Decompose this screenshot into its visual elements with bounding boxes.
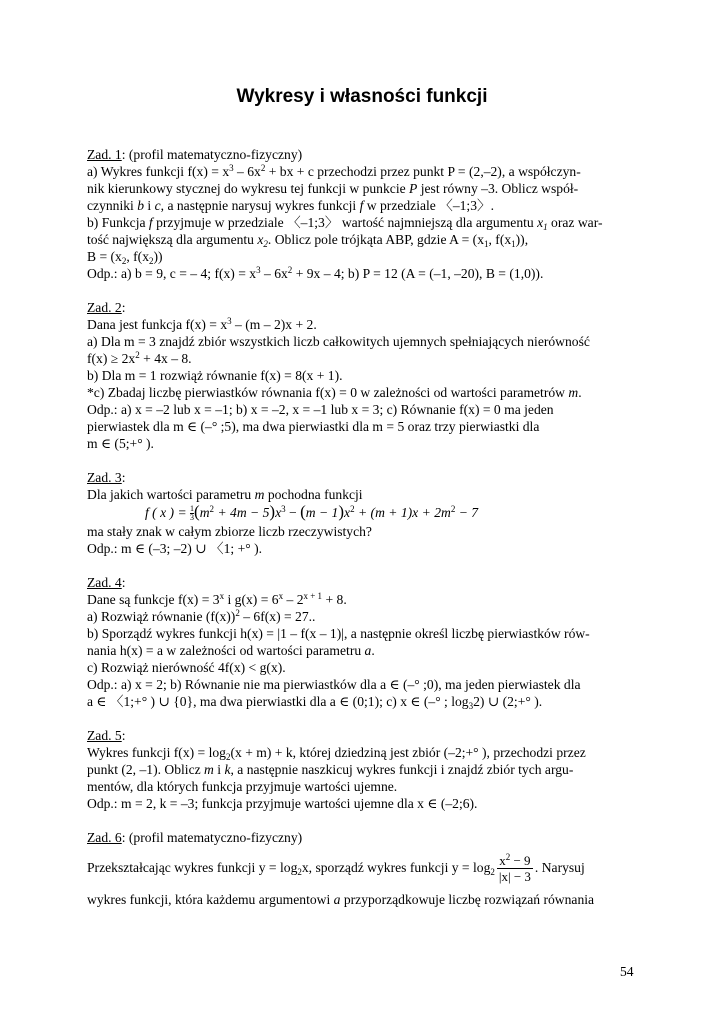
zad6-line-2: wykres funkcji, która każdemu argumentowi a przyporządkowuje liczbę rozwiązań równania (87, 892, 595, 907)
page-number: 54 (620, 964, 634, 979)
zad2-line-4: b) Dla m = 1 rozwiąż równanie f(x) = 8(x + 1). (87, 368, 343, 383)
zad4-line-3: b) Sporządź wykres funkcji h(x) = |1 – f(x – 1)|, a następnie określ liczbę pierwiastków rów- (87, 626, 590, 641)
zad5-answer: Odp.: m = 2, k = –3; funkcja przyjmuje wartości ujemne dla x ∈ (–2;6). (87, 796, 478, 811)
zad4-line-2: a) Rozwiąż równanie $(f(x))^2 - 6f(x) = 27$.. (87, 608, 316, 624)
zad1-answer: Odp.: a) b = 9, c = – 4; $f(x) = x^3 - 6x^2 + 9x - 4$; b) P = 12 (A = (–1, –20), B = (1,0)). (87, 265, 544, 281)
page-title: Wykresy i własności funkcji (236, 86, 488, 107)
zad3-answer: Odp.: m ∈ (–3; –2) ∪ 〈1; +° ). (87, 541, 263, 556)
zad3-line-3: ma stały znak w całym zbiorze liczb rzeczywistych? (87, 524, 372, 539)
zad3-line-1: Dla jakich wartości parametru m pochodna funkcji (87, 487, 363, 502)
zad2-line-1: Dana jest funkcja $f(x) = x^3 - (m - 2)x + 2$. (87, 316, 317, 332)
zad2-answer-1: Odp.: a) x = –2 lub x = –1; b) x = –2, x = –1 lub x = 3; c) Równanie f(x) = 0 ma jeden (87, 402, 554, 417)
zad2-answer-2: pierwiastek dla m ∈ (–° ;5), ma dwa pierwiastki dla m = 5 oraz trzy pierwiastki dla (87, 419, 540, 434)
zad4-line-4: nania h(x) = a w zależności od wartości parametru a. (87, 643, 375, 658)
zad6-heading: Zad. 6: (profil matematyczno-fizyczny) (87, 830, 303, 845)
zad2-line-5: *c) Zbadaj liczbę pierwiastków równania f(x) = 0 w zależności od wartości parametrów m. (87, 385, 582, 400)
zad5-line-2: punkt (2, –1). Oblicz m i k, a następnie naszkicuj wykres funkcji i znajdź zbiór tych argu- (87, 762, 574, 777)
zad1-heading: Zad. 1: (profil matematyczno-fizyczny) (87, 147, 303, 162)
zad2-line-3: $f(x) \ge 2x^2 + 4x - 8$. (87, 350, 192, 366)
zad2-line-2: a) Dla m = 3 znajdź zbiór wszystkich liczb całkowitych ujemnych spełniających nierówność (87, 334, 590, 349)
zad2-heading: Zad. 2: (87, 300, 126, 315)
zad1-line-a2: nik kierunkowy stycznej do wykresu tej funkcji w punkcie P jest równy –3. Oblicz współ- (87, 181, 579, 196)
zad4-line-5: c) Rozwiąż nierówność 4f(x) < g(x). (87, 660, 286, 675)
zad1-line-b1: b) Funkcja f przyjmuje w przedziale 〈–1;3〉 wartość najmniejszą dla argumentu $x_1$ oraz war- (87, 215, 603, 232)
zad4-line-1: Dane są funkcje $f(x) = 3^x$ i $g(x) = 6^x - 2^{x + 1} + 8$. (87, 591, 347, 607)
zad2-answer-3: m ∈ (5;+° ). (87, 436, 154, 451)
zad5-heading: Zad. 5: (87, 728, 126, 743)
zad3-formula: f ( x ) = $\frac{1}{3}(m^2 + 4m - 5)x^3 - (m - 1)x^2 + (m + 1)x + 2m^2 - 7$ (145, 502, 479, 523)
zad1-line-a3: czynniki b i c, a następnie narysuj wykres funkcji f w przedziale 〈–1;3〉. (87, 198, 494, 213)
zad1-line-b2: tość największą dla argumentu $x_2$. Oblicz pole trójkąta ABP, gdzie $A = (x_1$, $f(x_1)$), (87, 232, 529, 249)
zad4-answer-2: a ∈ 〈1;+° ) ∪ {0}, ma dwa pierwiastki dla a ∈ (0;1); c) x ∈ (–° ; $\log_32$) ∪ (2;+° ). (87, 694, 543, 711)
zad6-fraction: $\frac{x^2 - 9}{|x| - 3}$ (498, 852, 531, 885)
zad5-line-3: mentów, dla których funkcja przyjmuje wartości ujemne. (87, 779, 398, 794)
zad4-answer-1: Odp.: a) x = 2; b) Równanie nie ma pierwiastków dla a ∈ (–° ;0), ma jeden pierwiastek dla (87, 677, 581, 692)
fraction-one-third: $\frac{1}{3}$ (190, 504, 195, 523)
zad1-line-b3: $B = (x_2$, $f(x_2)$) (87, 249, 163, 266)
zad3-heading: Zad. 3: (87, 470, 126, 485)
zad1-line-a1: a) Wykres funkcji $f(x) = x^3 - 6x^2$ + bx + c przechodzi przez punkt P = (2,–2), a współczyn- (87, 163, 581, 179)
zad6-line-1: Przekształcając wykres funkcji $y = \log_2x$, sporządź wykres funkcji $y = \log_2$ $\frac{x^2 - 9}{|x| - 3}$ . Narysuj (87, 852, 585, 885)
zad5-line-1: Wykres funkcji $f(x) = \log_2(x + m) + k$, której dziedziną jest zbiór (–2;+° ), przechodzi przez (87, 745, 586, 762)
zad4-heading: Zad. 4: (87, 575, 126, 590)
